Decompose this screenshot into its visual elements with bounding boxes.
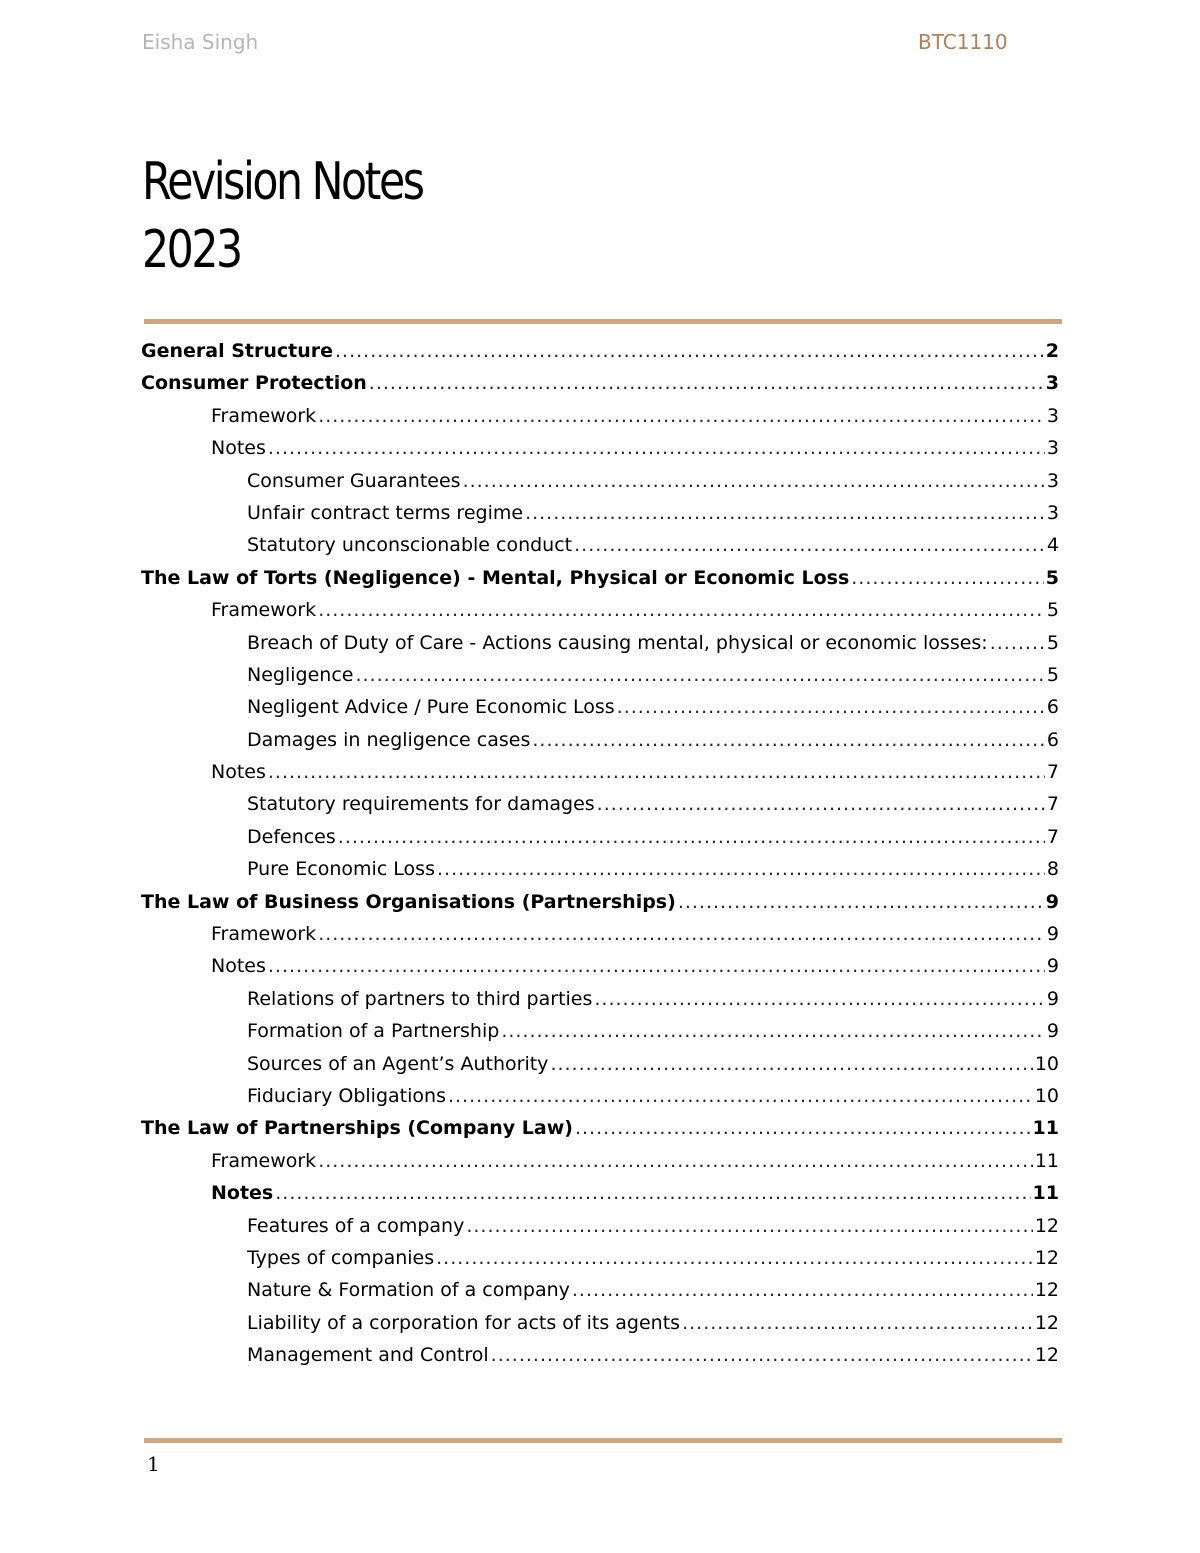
toc-entry[interactable]: [141, 594, 1059, 626]
toc-entry-page: 5: [1046, 663, 1059, 686]
toc-dot-leader: [318, 400, 1045, 432]
toc-entry-page: 3: [1046, 404, 1059, 427]
toc-entry-page: 9: [1046, 1020, 1059, 1043]
toc-entry[interactable]: [141, 691, 1059, 723]
toc-entry-label: Relations of partners to third parties: [247, 987, 593, 1010]
toc-entry[interactable]: [141, 853, 1059, 885]
toc-entry[interactable]: [141, 1177, 1059, 1209]
toc-entry-page: 12: [1034, 1246, 1059, 1269]
header-course-code: BTC1110: [918, 30, 1008, 54]
top-divider: [144, 319, 1062, 324]
toc-entry[interactable]: [141, 659, 1059, 691]
toc-entry-label: Features of a company: [247, 1214, 465, 1237]
toc-entry-page: 3: [1046, 437, 1059, 460]
toc-entry-page: 9: [1046, 923, 1059, 946]
toc-dot-leader: [268, 950, 1045, 982]
toc-entry[interactable]: [141, 1015, 1059, 1047]
toc-entry-page: 9: [1046, 987, 1059, 1010]
toc-entry-page: 2: [1045, 340, 1059, 362]
toc-entry-page: 11: [1034, 1149, 1059, 1172]
toc-entry-label: Statutory requirements for damages: [247, 793, 595, 816]
toc-dot-leader: [575, 1112, 1031, 1144]
toc-dot-leader: [369, 367, 1044, 399]
toc-entry-label: Consumer Guarantees: [247, 469, 461, 492]
toc-entry-label: Framework: [211, 404, 317, 427]
toc-dot-leader: [338, 821, 1045, 853]
toc-dot-leader: [572, 1274, 1033, 1306]
toc-entry-label: Unfair contract terms regime: [247, 501, 524, 524]
toc-dot-leader: [463, 465, 1045, 497]
toc-entry-label: Notes: [211, 1182, 274, 1205]
toc-entry[interactable]: [141, 983, 1059, 1015]
toc-entry-page: 7: [1046, 761, 1059, 784]
toc-entry-page: 3: [1046, 501, 1059, 524]
toc-entry-label: Fiduciary Obligations: [247, 1084, 446, 1107]
toc-entry-label: Notes: [211, 955, 266, 978]
toc-entry[interactable]: [141, 465, 1059, 497]
toc-entry-label: Negligent Advice / Pure Economic Loss: [247, 696, 615, 719]
toc-entry[interactable]: [141, 788, 1059, 820]
toc-entry[interactable]: [141, 367, 1059, 399]
toc-entry-label: The Law of Partnerships (Company Law): [141, 1117, 573, 1140]
toc-entry-page: 3: [1046, 469, 1059, 492]
toc-entry-page: 12: [1034, 1279, 1059, 1302]
toc-entry[interactable]: [141, 1210, 1059, 1242]
toc-entry-page: 9: [1045, 890, 1059, 913]
toc-entry[interactable]: [141, 562, 1059, 594]
title-line-1: Revision Notes: [142, 152, 423, 212]
toc-entry-page: 7: [1046, 825, 1059, 848]
toc-entry-page: 10: [1034, 1084, 1059, 1107]
toc-dot-leader: [682, 1307, 1033, 1339]
toc-entry-label: Framework: [211, 1149, 317, 1172]
toc-entry-page: 5: [1046, 599, 1059, 622]
toc-entry-page: 9: [1046, 955, 1059, 978]
toc-entry-page: 6: [1046, 696, 1059, 719]
toc-entry[interactable]: [141, 821, 1059, 853]
page-number: 1: [147, 1452, 160, 1476]
toc-dot-leader: [851, 562, 1044, 594]
toc-dot-leader: [501, 1015, 1045, 1047]
toc-entry-label: Statutory unconscionable conduct: [247, 534, 573, 557]
toc-entry[interactable]: [141, 627, 1059, 659]
footer-divider: [144, 1438, 1062, 1443]
toc-dot-leader: [574, 529, 1045, 561]
toc-entry-page: 11: [1032, 1182, 1059, 1205]
toc-entry-label: Breach of Duty of Care - Actions causing mental, physical or economic losses:: [247, 631, 988, 654]
toc-entry-label: Management and Control: [247, 1344, 489, 1367]
toc-dot-leader: [335, 335, 1044, 367]
toc-entry[interactable]: [141, 497, 1059, 529]
toc-entry[interactable]: [141, 1048, 1059, 1080]
toc-entry[interactable]: [141, 950, 1059, 982]
toc-entry-page: 6: [1046, 728, 1059, 751]
toc-dot-leader: [448, 1080, 1033, 1112]
toc-entry-page: 5: [1046, 631, 1059, 654]
toc-entry[interactable]: [141, 1242, 1059, 1274]
toc-entry-label: Pure Economic Loss: [247, 858, 435, 881]
toc-entry[interactable]: [141, 756, 1059, 788]
toc-dot-leader: [466, 1210, 1032, 1242]
toc-entry[interactable]: [141, 400, 1059, 432]
toc-entry-page: 8: [1046, 858, 1059, 881]
toc-entry[interactable]: [141, 724, 1059, 756]
table-of-contents: [141, 335, 1059, 1372]
toc-dot-leader: [594, 983, 1045, 1015]
toc-entry-page: 12: [1034, 1344, 1059, 1367]
toc-entry[interactable]: [141, 1307, 1059, 1339]
toc-entry-label: Notes: [211, 437, 266, 460]
toc-entry-label: Framework: [211, 599, 317, 622]
toc-dot-leader: [550, 1048, 1032, 1080]
toc-entry-label: Damages in negligence cases: [247, 728, 531, 751]
toc-entry-label: Sources of an Agent’s Authority: [247, 1052, 549, 1075]
toc-dot-leader: [990, 627, 1045, 659]
toc-entry-label: General Structure: [141, 340, 334, 362]
toc-entry-label: Notes: [211, 761, 266, 784]
toc-dot-leader: [597, 788, 1045, 820]
title-line-2: 2023: [142, 220, 241, 280]
document-title: [142, 148, 422, 284]
toc-entry[interactable]: [141, 1274, 1059, 1306]
toc-dot-leader: [532, 724, 1045, 756]
toc-dot-leader: [268, 756, 1045, 788]
toc-entry[interactable]: [141, 886, 1059, 918]
toc-dot-leader: [617, 691, 1045, 723]
toc-dot-leader: [491, 1339, 1033, 1371]
toc-dot-leader: [436, 1242, 1033, 1274]
toc-dot-leader: [678, 886, 1044, 918]
toc-entry-page: 3: [1045, 372, 1059, 395]
toc-dot-leader: [318, 918, 1045, 950]
toc-entry[interactable]: [141, 529, 1059, 561]
toc-entry[interactable]: [141, 432, 1059, 464]
toc-entry[interactable]: [141, 1339, 1059, 1371]
toc-dot-leader: [268, 432, 1045, 464]
toc-entry-label: The Law of Business Organisations (Partnerships): [141, 890, 676, 913]
toc-entry[interactable]: [141, 335, 1059, 367]
toc-entry-label: Framework: [211, 923, 317, 946]
toc-entry-label: Liability of a corporation for acts of its agents: [247, 1311, 681, 1334]
toc-entry-label: Defences: [247, 825, 336, 848]
toc-entry[interactable]: [141, 918, 1059, 950]
toc-dot-leader: [275, 1177, 1030, 1209]
toc-dot-leader: [437, 853, 1045, 885]
toc-dot-leader: [318, 594, 1045, 626]
toc-entry-page: 4: [1046, 534, 1059, 557]
toc-entry-page: 11: [1032, 1117, 1059, 1140]
toc-entry-label: Types of companies: [247, 1246, 435, 1269]
toc-entry-label: Negligence: [247, 663, 354, 686]
toc-entry-page: 12: [1034, 1311, 1059, 1334]
toc-entry-label: The Law of Torts (Negligence) - Mental, Physical or Economic Loss: [141, 566, 850, 589]
toc-entry-label: Formation of a Partnership: [247, 1020, 500, 1043]
toc-entry-page: 5: [1045, 566, 1059, 589]
toc-entry-label: Consumer Protection: [141, 372, 367, 395]
toc-dot-leader: [525, 497, 1045, 529]
toc-entry-page: 7: [1046, 793, 1059, 816]
header-author: Eisha Singh: [142, 30, 259, 54]
toc-entry[interactable]: [141, 1145, 1059, 1177]
toc-entry[interactable]: [141, 1080, 1059, 1112]
toc-dot-leader: [355, 659, 1044, 691]
toc-entry-label: Nature & Formation of a company: [247, 1279, 570, 1302]
toc-entry[interactable]: [141, 1112, 1059, 1144]
toc-dot-leader: [318, 1145, 1033, 1177]
toc-entry-page: 12: [1034, 1214, 1059, 1237]
toc-entry-page: 10: [1034, 1052, 1059, 1075]
